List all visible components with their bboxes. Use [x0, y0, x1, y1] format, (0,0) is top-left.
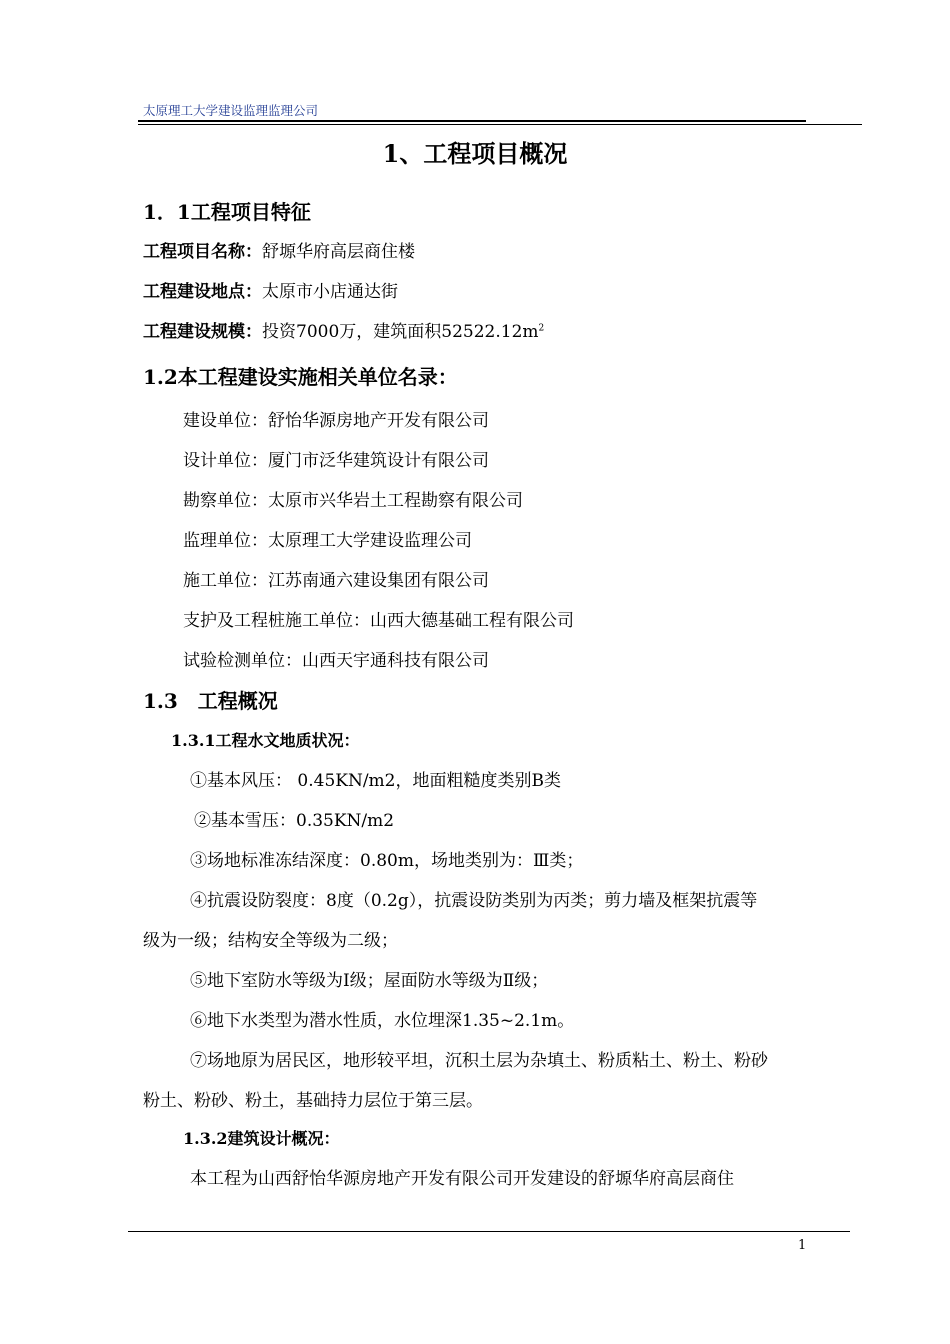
geology-item-2: ②基本雪压：0.35KN/m2: [194, 811, 395, 831]
project-scale-value: 投资7000万，建筑面积52522.12m: [262, 322, 539, 342]
geology-item-7b: 粉土、粉砂、粉土，基础持力层位于第三层。: [143, 1091, 483, 1111]
geology-item-5: ⑤地下室防水等级为Ⅰ级；屋面防水等级为Ⅱ级；: [190, 971, 549, 991]
page-title: 1、工程项目概况: [382, 139, 568, 168]
section-1-3-heading: 1.3 工程概况: [143, 689, 278, 713]
header-company: 太原理工大学建设监理监理公司: [143, 103, 319, 118]
geology-item-4b: 级为一级；结构安全等级为二级；: [143, 931, 398, 951]
unit-item: 监理单位：太原理工大学建设监理公司: [183, 531, 472, 551]
project-scale-line: [143, 317, 544, 342]
geology-item-6: ⑥地下水类型为潜水性质，水位埋深1.35~2.1m。: [190, 1011, 575, 1031]
section-1-2-heading: 1.2本工程建设实施相关单位名录：: [143, 365, 458, 389]
project-location-value: 太原市小店通达街: [262, 282, 398, 302]
unit-item: 设计单位：厦门市泛华建筑设计有限公司: [183, 451, 489, 471]
unit-item: 支护及工程桩施工单位：山西大德基础工程有限公司: [183, 611, 574, 631]
project-scale-superscript: 2: [538, 323, 545, 334]
project-scale-label: 工程建设规模：: [143, 322, 262, 342]
section-1-1-heading: 1．1工程项目特征: [143, 200, 311, 224]
project-name-line: [143, 237, 415, 262]
project-location-label: 工程建设地点：: [143, 282, 262, 302]
project-location-line: [143, 277, 398, 302]
header-divider-thin: [138, 124, 862, 125]
footer-divider: [128, 1231, 850, 1232]
page-number: 1: [798, 1238, 807, 1253]
geology-item-7a: ⑦场地原为居民区，地形较平坦，沉积土层为杂填土、粉质粘土、粉土、粉砂: [190, 1051, 768, 1071]
geology-item-1: ①基本风压： 0.45KN/m2，地面粗糙度类别B类: [190, 771, 561, 791]
unit-item: 勘察单位：太原市兴华岩土工程勘察有限公司: [183, 491, 523, 511]
unit-item: 试验检测单位：山西天宇通科技有限公司: [183, 651, 489, 671]
header-divider-thick: [138, 120, 806, 122]
project-name-value: 舒塬华府高层商住楼: [262, 242, 415, 262]
section-1-3-1-heading: 1.3.1工程水文地质状况：: [171, 731, 360, 750]
geology-item-3: ③场地标准冻结深度：0.80m，场地类别为：Ⅲ类；: [190, 851, 584, 871]
design-overview-text: 本工程为山西舒怡华源房地产开发有限公司开发建设的舒塬华府高层商住: [190, 1169, 734, 1189]
project-name-label: 工程项目名称：: [143, 242, 262, 262]
geology-item-4a: ④抗震设防裂度：8度（0.2g），抗震设防类别为丙类；剪力墙及框架抗震等: [190, 891, 758, 911]
unit-item: 建设单位：舒怡华源房地产开发有限公司: [183, 411, 489, 431]
unit-item: 施工单位：江苏南通六建设集团有限公司: [183, 571, 489, 591]
section-1-3-2-heading: 1.3.2建筑设计概况：: [183, 1129, 340, 1148]
